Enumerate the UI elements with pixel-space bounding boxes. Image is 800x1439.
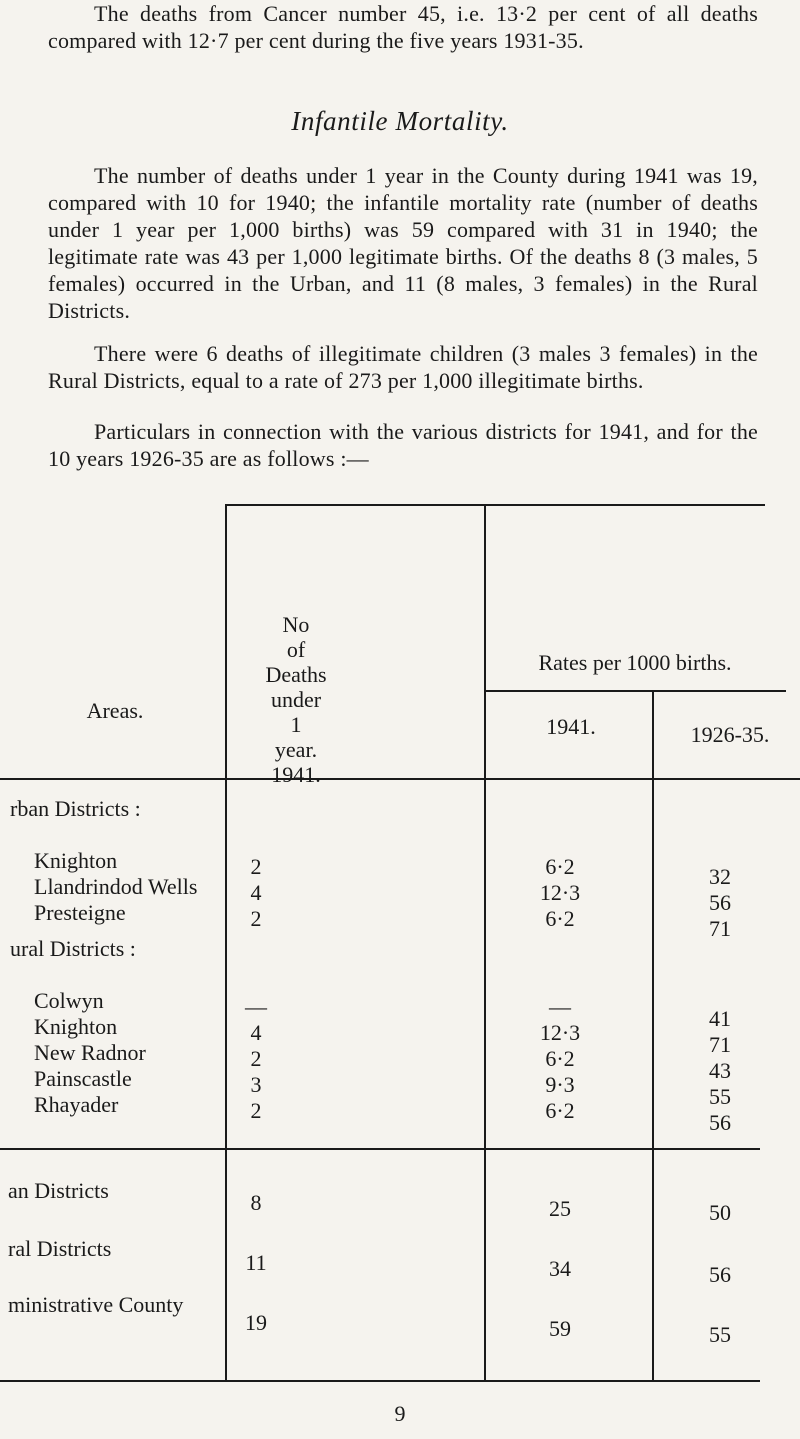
area-name: Llandrindod Wells [34, 874, 198, 899]
area-name: Presteigne [34, 900, 126, 925]
deaths-value: 19 [245, 1310, 267, 1335]
deaths-value: 8 [250, 1190, 262, 1215]
rate-1926-value: 32 [709, 864, 731, 889]
table-top-rule [225, 504, 765, 506]
col-rule-rates [652, 690, 654, 1380]
rate-1926-value: 55 [709, 1322, 731, 1347]
header-rates: Rates per 1000 births. [538, 650, 732, 675]
rate-1941-value: 12·3 [539, 1020, 581, 1045]
rate-1941-value: 25 [549, 1196, 571, 1221]
illegitimate-text: There were 6 deaths of illegitimate children (3 males 3 females) in the Rural Districts, equal to a rate of 273 per 1,000 illegitimate births. [48, 341, 758, 393]
header-deaths: No of Deaths under 1 year. 1941. [265, 612, 327, 787]
rate-1941-value: 12·3 [539, 880, 581, 905]
rate-1941-value: 59 [549, 1316, 571, 1341]
rates-subheader-rule [486, 690, 786, 692]
deaths-value: 3 [250, 1072, 262, 1097]
rate-1926-value: 41 [709, 1006, 731, 1031]
cancer-text: The deaths from Cancer number 45, i.e. 13·2 per cent of all deaths compared with 12·7 per cent during the five years 1931-35. [48, 1, 758, 53]
area-name: ministrative County [8, 1292, 184, 1317]
area-name: Painscastle [34, 1066, 132, 1091]
table-bottom-rule [0, 1380, 760, 1382]
rate-1926-value: 43 [709, 1058, 731, 1083]
particulars-text: Particulars in connection with the various districts for 1941, and for the 10 years 1926-35 are as follows :— [48, 419, 758, 471]
rate-1941-value: — [549, 994, 571, 1019]
header-rate-1941: 1941. [546, 714, 596, 739]
illegitimate-paragraph [48, 340, 758, 394]
area-name: Knighton [34, 848, 118, 873]
col-rule-deaths [484, 504, 486, 1380]
deaths-value: 11 [245, 1250, 267, 1275]
rate-1926-value: 56 [709, 890, 731, 915]
infantile-text: The number of deaths under 1 year in the County during 1941 was 19, compared with 10 for 1940; the infantile mortality rate (number of deaths under 1 year per 1,000 births) was 59 compared with 31 in 1940; the legitimate rate was 43 per 1,000 legitimate births. Of the deaths 8 (3 males, 5 females) occurred in the Urban, and 11 (8 males, 3 females) in the Rural Districts. [48, 163, 758, 323]
deaths-value: 2 [250, 1046, 262, 1071]
header-areas: Areas. [86, 698, 144, 723]
totals-top-rule [0, 1148, 760, 1150]
area-name: ral Districts [8, 1236, 112, 1261]
rate-1926-value: 55 [709, 1084, 731, 1109]
deaths-value: 2 [250, 906, 262, 931]
deaths-value: 4 [250, 1020, 262, 1045]
rate-1926-value: 56 [709, 1262, 731, 1287]
deaths-value: 4 [250, 880, 262, 905]
area-name: Rhayader [34, 1092, 119, 1117]
urban-group-label: rban Districts : [10, 796, 141, 821]
area-name: Colwyn [34, 988, 104, 1013]
area-name: New Radnor [34, 1040, 146, 1065]
rate-1941-value: 34 [549, 1256, 571, 1281]
header-bottom-rule [0, 778, 800, 780]
rate-1941-value: 6·2 [545, 906, 575, 931]
area-name: Knighton [34, 1014, 118, 1039]
rate-1926-value: 56 [709, 1110, 731, 1135]
deaths-value: 2 [250, 1098, 262, 1123]
deaths-value: — [245, 994, 267, 1019]
rate-1926-value: 71 [709, 1032, 731, 1057]
particulars-paragraph [48, 418, 758, 472]
section-heading: Infantile Mortality. [291, 106, 509, 136]
rate-1941-value: 6·2 [545, 1046, 575, 1071]
rate-1941-value: 6·2 [545, 854, 575, 879]
page-number: 9 [394, 1401, 406, 1426]
header-rate-1926: 1926-35. [690, 722, 770, 747]
cancer-paragraph [48, 0, 758, 54]
rural-group-label: ural Districts : [10, 936, 136, 961]
rate-1941-value: 6·2 [545, 1098, 575, 1123]
area-name: an Districts [8, 1178, 109, 1203]
infantile-paragraph [48, 162, 758, 324]
rate-1941-value: 9·3 [545, 1072, 575, 1097]
col-rule-areas [225, 504, 227, 1380]
rate-1926-value: 71 [709, 916, 731, 941]
deaths-value: 2 [250, 854, 262, 879]
rate-1926-value: 50 [709, 1200, 731, 1225]
